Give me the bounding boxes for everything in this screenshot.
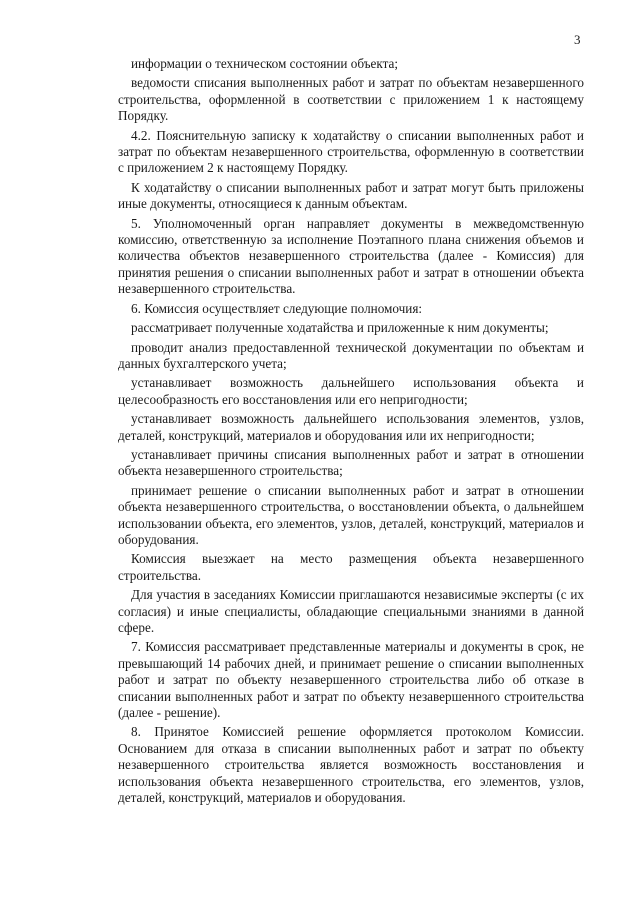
- paragraph: устанавливает возможность дальнейшего использования объекта и целесообразность его восстановления или его непригодности;: [118, 375, 584, 407]
- page-number: 3: [574, 32, 581, 47]
- paragraph: устанавливает причины списания выполненных работ и затрат в отношении объекта незавершенного строительства;: [118, 446, 584, 479]
- paragraph: информации о техническом состоянии объекта;: [131, 56, 399, 71]
- paragraph: 6. Комиссия осуществляет следующие полномочия:: [131, 300, 423, 316]
- paragraph: 5. Уполномоченный орган направляет документы в межведомственную комиссию, ответственную за исполнение Поэтапного плана снижения объемов и количества объектов незавершенного строительства (далее - Комиссия) для принятия решения о списании выполненных работ и затрат в отношении объекта незавершенного строительства.: [118, 215, 584, 297]
- paragraph: Комиссия выезжает на место размещения объекта незавершенного строительства.: [118, 551, 584, 583]
- paragraph: 8. Принятое Комиссией решение оформляется протоколом Комиссии. Основанием для отказа в списании выполненных работ и затрат по объекту незавершенного строительства является возможность восстановления и использования объекта незавершенного строительства, его элементов, узлов, деталей, конструкций, материалов и оборудования.: [118, 724, 584, 806]
- paragraph: К ходатайству о списании выполненных работ и затрат могут быть приложены иные документы, относящиеся к данным объектам.: [118, 179, 584, 212]
- paragraph: Для участия в заседаниях Комиссии приглашаются независимые эксперты (с их согласия) и иные специалисты, обладающие специальными знаниями в данной сфере.: [118, 587, 584, 635]
- paragraph: 4.2. Пояснительную записку к ходатайству о списании выполненных работ и затрат по объектам незавершенного строительства, оформленную в соответствии с приложением 2 к настоящему Порядку.: [118, 127, 584, 176]
- document-body: [118, 56, 584, 809]
- paragraph: проводит анализ предоставленной технической документации по объектам и данных бухгалтерского учета;: [118, 339, 584, 371]
- paragraph: принимает решение о списании выполненных работ и затрат в отношении объекта незавершенного строительства, о восстановлении объекта, о дальнейшем использовании объекта, его элементов, узлов, деталей, конструкций, материалов и оборудования.: [118, 482, 584, 547]
- paragraph: ведомости списания выполненных работ и затрат по объектам незавершенного строительства, оформленной в соответствии с приложением 1 к настоящему Порядку.: [118, 75, 584, 124]
- paragraph: рассматривает полученные ходатайства и приложенные к ним документы;: [131, 320, 549, 336]
- paragraph: устанавливает возможность дальнейшего использования элементов, узлов, деталей, конструкций, материалов и оборудования или их непригодности;: [118, 411, 584, 443]
- paragraph: 7. Комиссия рассматривает представленные материалы и документы в срок, не превышающий 14 рабочих дней, и принимает решение о списании выполненных работ и затрат по объекту незавершенного строительства либо об отказе в списании выполненных работ и затрат по объекту незавершенного строительства (далее - решение).: [118, 639, 584, 721]
